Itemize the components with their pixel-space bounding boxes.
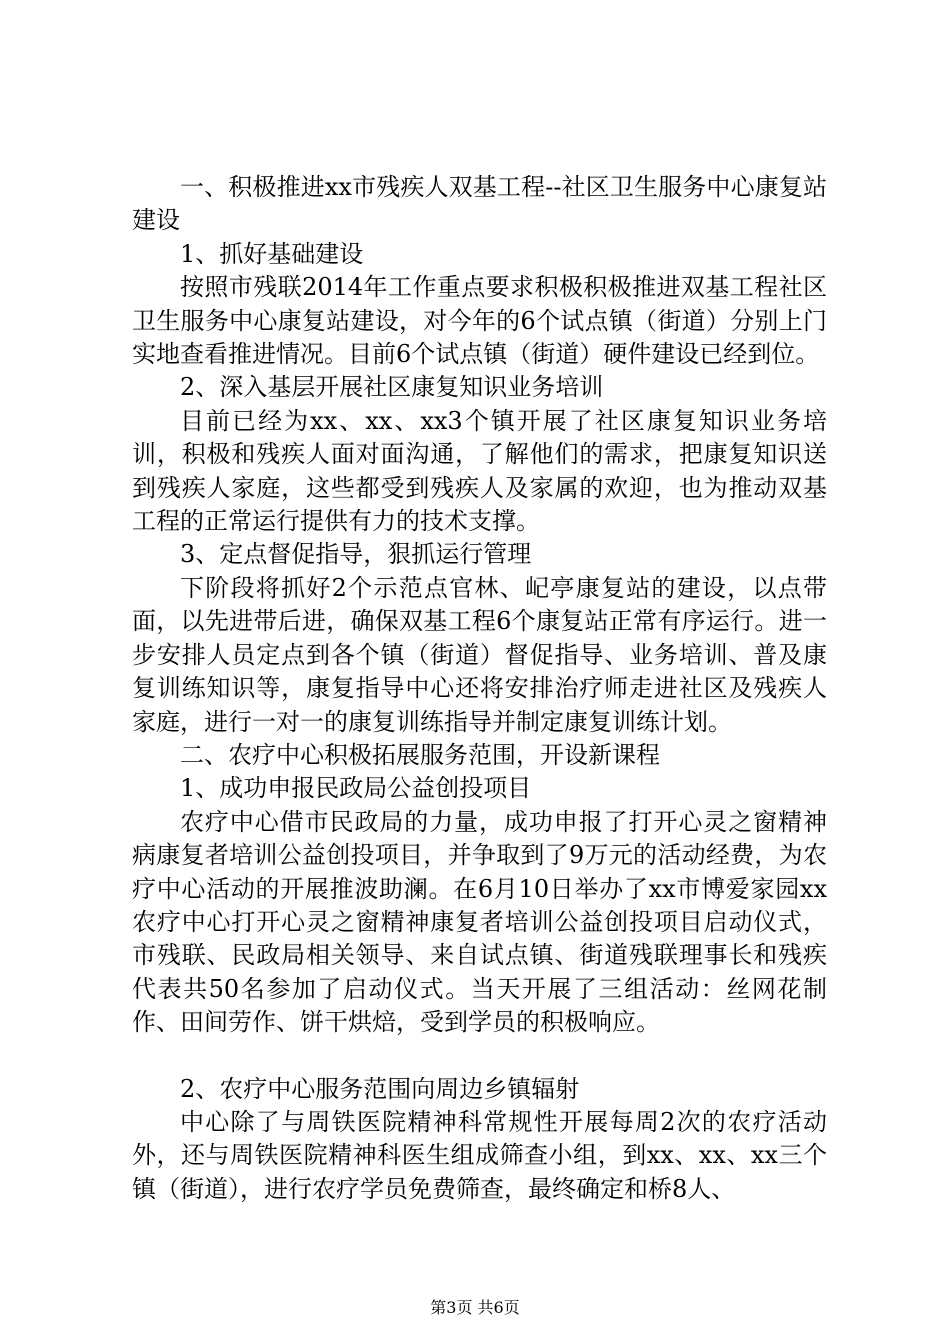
paragraph-1-3: 下阶段将抓好2个示范点官林、屺亭康复站的建设，以点带面，以先进带后进，确保双基工程6个康复站正常有序运行。进一步安排人员定点到各个镇（街道）督促指导、业务培训、普及康复训练知识等，康复指导中心还将安排治疗师走进社区及残疾人家庭，进行一对一的康复训练指导并制定康复训练计划。 (132, 573, 827, 736)
document-body (132, 171, 827, 1206)
subheading-2-2: 2、农疗中心服务范围向周边乡镇辐射 (180, 1074, 580, 1103)
section-heading-2: 二、农疗中心积极拓展服务范围，开设新课程 (180, 740, 660, 769)
subheading-1-1: 1、抓好基础建设 (180, 239, 364, 268)
paragraph-2-1: 农疗中心借市民政局的力量，成功申报了打开心灵之窗精神病康复者培训公益创投项目，并争取到了9万元的活动经费，为农疗中心活动的开展推波助澜。在6月10日举办了xx市博爱家园xx农疗中心打开心灵之窗精神康复者培训公益创投项目启动仪式，市残联、民政局相关领导、来自试点镇、街道残联理事长和残疾代表共50名参加了启动仪式。当天开展了三组活动：丝网花制作、田间劳作、饼干烘焙，受到学员的积极响应。 (132, 807, 827, 1037)
subheading-1-2: 2、深入基层开展社区康复知识业务培训 (180, 373, 604, 402)
paragraph-1-1: 按照市残联2014年工作重点要求积极积极推进双基工程社区卫生服务中心康复站建设，对今年的6个试点镇（街道）分别上门实地查看推进情况。目前6个试点镇（街道）硬件建设已经到位。 (132, 273, 827, 369)
section-heading-1: 一、积极推进xx市残疾人双基工程--社区卫生服务中心康复站建设 (132, 173, 827, 235)
page-number: 第3页 共6页 (430, 1298, 520, 1317)
paragraph-2-2: 中心除了与周铁医院精神科常规性开展每周2次的农疗活动外，还与周铁医院精神科医生组成筛查小组，到xx、xx、xx三个镇（街道），进行农疗学员免费筛查，最终确定和桥8人、 (132, 1107, 827, 1203)
subheading-1-3: 3、定点督促指导，狠抓运行管理 (180, 540, 532, 569)
page-footer (0, 1298, 950, 1318)
paragraph-1-2: 目前已经为xx、xx、xx3个镇开展了社区康复知识业务培训，积极和残疾人面对面沟通，了解他们的需求，把康复知识送到残疾人家庭，这些都受到残疾人及家属的欢迎，也为推动双基工程的正常运行提供有力的技术支撑。 (132, 406, 827, 536)
subheading-2-1: 1、成功申报民政局公益创投项目 (180, 774, 532, 803)
